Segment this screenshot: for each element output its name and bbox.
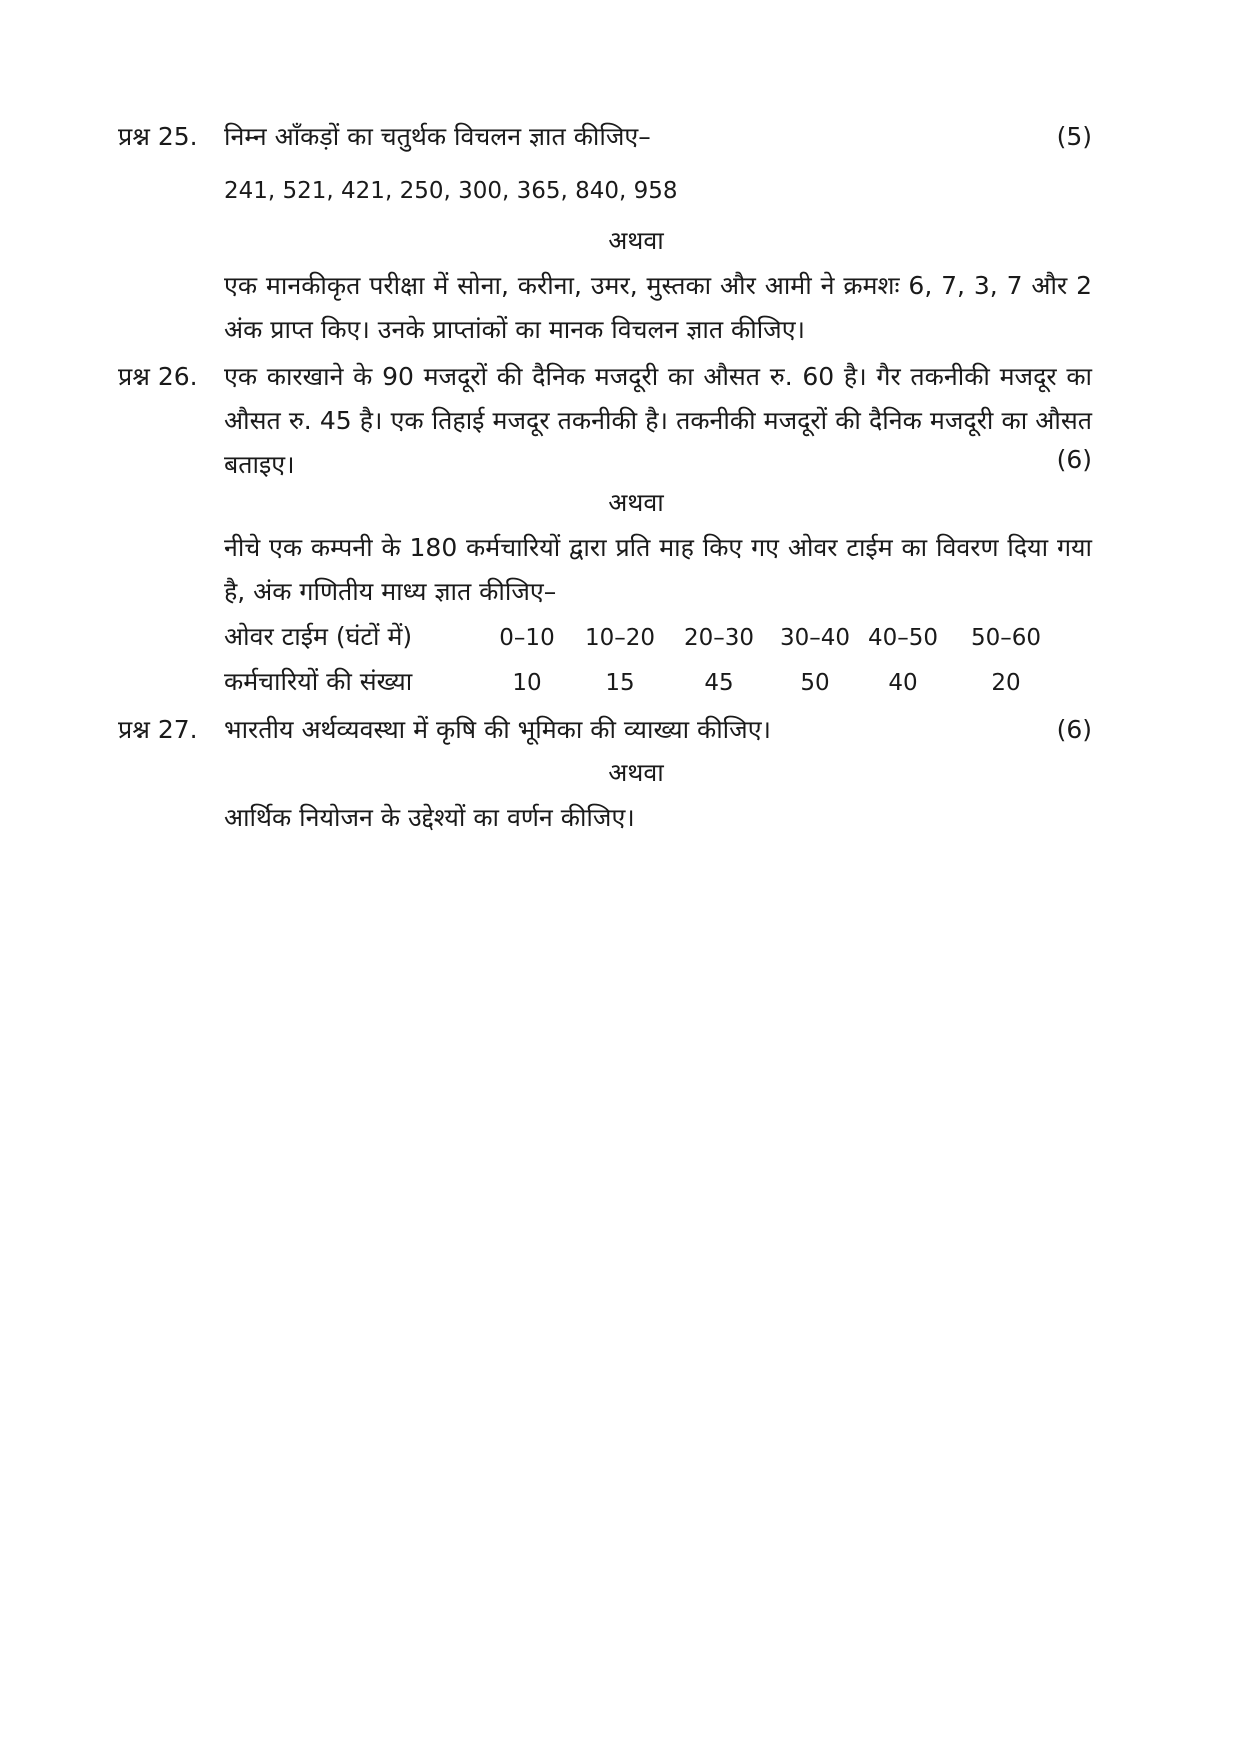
q25-data-values: 241, 521, 421, 250, 300, 365, 840, 958 — [224, 178, 678, 204]
q26-or: अथवा — [608, 488, 664, 517]
table-range-cell: 50–60 — [970, 625, 1042, 651]
table-count-cell: 20 — [991, 670, 1021, 696]
q26-marks: (6) — [1056, 445, 1092, 474]
q25-number: प्रश्न 25. — [118, 122, 198, 151]
q25-question: निम्न आँकड़ों का चतुर्थक विचलन ज्ञात कीजिए– — [224, 122, 651, 151]
table-row-label-employees: कर्मचारियों की संख्या — [224, 667, 413, 696]
q26-question: एक कारखाने के 90 मजदूरों की दैनिक मजदूरी का औसत रु. 60 है। गैर तकनीकी मजदूर का औसत रु. 45 है। एक तिहाई मजदूर तकनीकी है। तकनीकी मजदूरों की दैनिक मजदूरी का औसत बताइए। — [224, 362, 1092, 479]
q27-question: भारतीय अर्थव्यवस्था में कृषि की भूमिका की व्याख्या कीजिए। — [224, 715, 772, 744]
table-count-cell: 50 — [800, 670, 830, 696]
q25-marks: (5) — [1056, 122, 1092, 151]
table-range-cell: 0–10 — [499, 625, 555, 651]
q25-or: अथवा — [608, 226, 664, 255]
q25-alternative-question: एक मानकीकृत परीक्षा में सोना, करीना, उमर, मुस्तका और आमी ने क्रमशः 6, 7, 3, 7 और 2 अंक प्राप्त किए। उनके प्राप्तांकों का मानक विचलन ज्ञात कीजिए। — [224, 271, 1092, 344]
q26-number: प्रश्न 26. — [118, 362, 198, 391]
table-range-cell: 10–20 — [584, 625, 656, 651]
table-row-label-overtime: ओवर टाईम (घंटों में) — [224, 622, 413, 651]
table-count-cell: 15 — [605, 670, 635, 696]
q27-marks: (6) — [1056, 715, 1092, 744]
table-count-cell: 45 — [704, 670, 734, 696]
table-range-cell: 20–30 — [683, 625, 755, 651]
table-count-cell: 40 — [888, 670, 918, 696]
table-range-cell: 30–40 — [779, 625, 851, 651]
q27-number: प्रश्न 27. — [118, 715, 198, 744]
q27-or: अथवा — [608, 758, 664, 787]
q27-alternative-question: आर्थिक नियोजन के उद्देश्यों का वर्णन कीजिए। — [224, 803, 635, 832]
q26-alternative-question: नीचे एक कम्पनी के 180 कर्मचारियों द्वारा प्रति माह किए गए ओवर टाईम का विवरण दिया गया है, अंक गणितीय माध्य ज्ञात कीजिए– — [224, 533, 1092, 606]
table-count-cell: 10 — [512, 670, 542, 696]
table-range-cell: 40–50 — [867, 625, 939, 651]
